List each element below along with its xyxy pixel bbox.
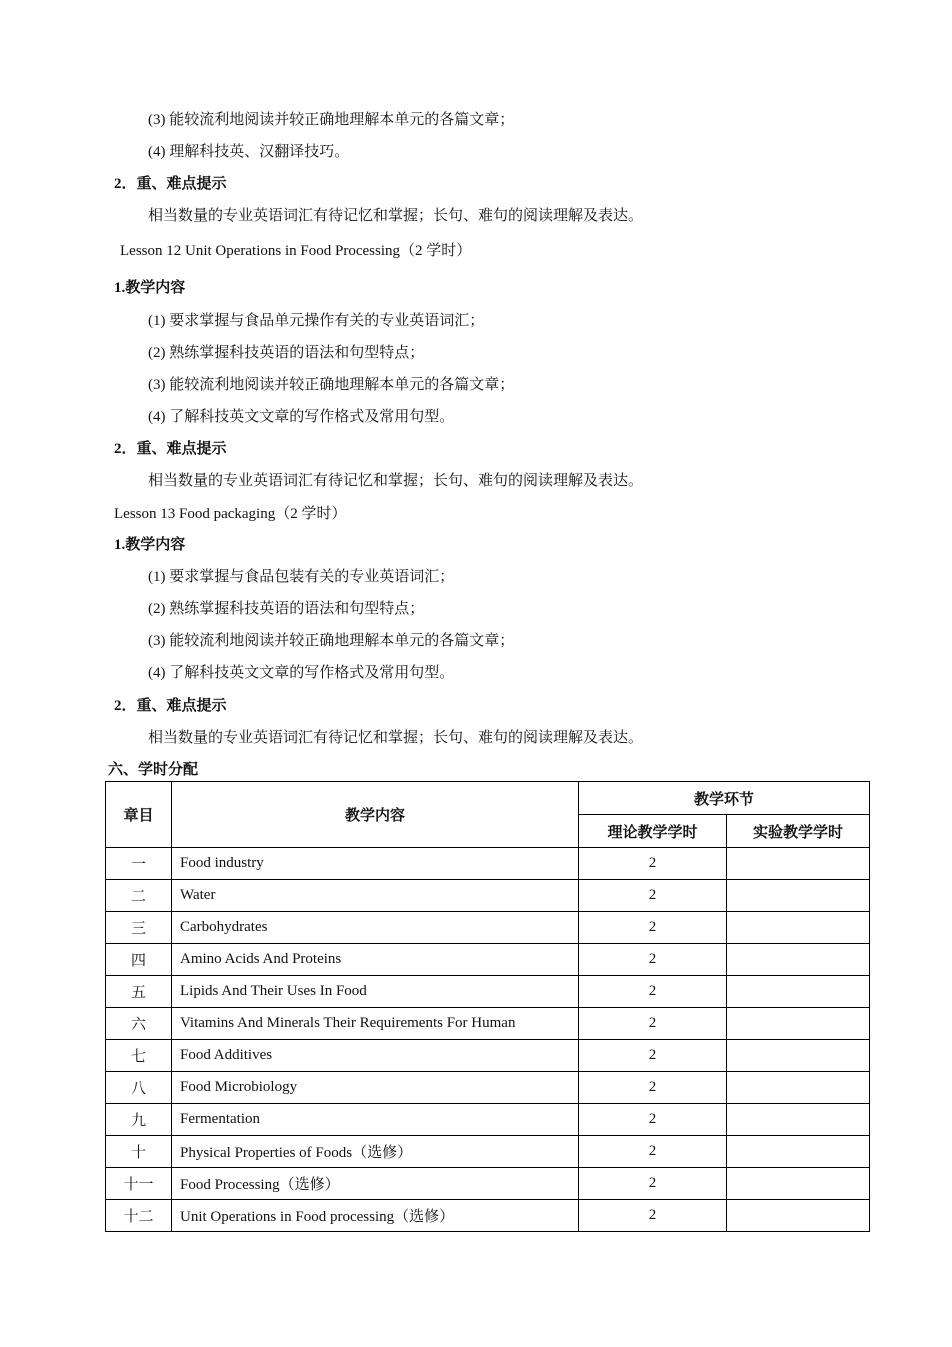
lesson12-title: Lesson 12 Unit Operations in Food Processing（2 学时） [120,243,472,259]
lesson11-key-heading: 2．重、难点提示 [114,176,227,192]
chapter-cell: 八 [106,1072,172,1104]
lesson12-key-heading: 2．重、难点提示 [114,441,227,457]
table-row [106,1008,870,1040]
lesson13-key-heading: 2．重、难点提示 [114,698,227,714]
content-cell: Food Microbiology [172,1072,579,1104]
header-lab-hours: 实验教学学时 [727,815,870,848]
content-cell: Fermentation [172,1104,579,1136]
lab-hours-cell [727,1072,870,1104]
table-row [106,976,870,1008]
lesson12-item-3: (3) 能较流利地阅读并较正确地理解本单元的各篇文章； [148,377,515,393]
chapter-cell: 九 [106,1104,172,1136]
header-theory-hours: 理论教学学时 [579,815,727,848]
theory-hours-cell: 2 [579,1168,727,1200]
theory-hours-cell: 2 [579,1040,727,1072]
lesson12-key-text: 相当数量的专业英语词汇有待记忆和掌握；长句、难句的阅读理解及表达。 [148,473,644,489]
table-row [106,1168,870,1200]
content-cell: Food industry [172,848,579,880]
table-row [106,944,870,976]
theory-hours-cell: 2 [579,976,727,1008]
lab-hours-cell [727,976,870,1008]
lesson13-item-4: (4) 了解科技英文文章的写作格式及常用句型。 [148,665,455,681]
content-cell: Lipids And Their Uses In Food [172,976,579,1008]
lesson13-content-heading: 1.教学内容 [114,537,186,553]
lesson11-key-text: 相当数量的专业英语词汇有待记忆和掌握；长句、难句的阅读理解及表达。 [148,208,644,224]
content-cell: Water [172,880,579,912]
header-chapter: 章目 [106,782,172,848]
lesson13-item-1: (1) 要求掌握与食品包装有关的专业英语词汇； [148,569,455,585]
header-content: 教学内容 [172,782,579,848]
content-cell: Food Processing（选修） [172,1168,579,1200]
content-cell: Vitamins And Minerals Their Requirements For Human [172,1008,579,1040]
chapter-cell: 十一 [106,1168,172,1200]
lab-hours-cell [727,944,870,976]
lesson13-item-3: (3) 能较流利地阅读并较正确地理解本单元的各篇文章； [148,633,515,649]
chapter-cell: 五 [106,976,172,1008]
lesson12-item-2: (2) 熟练掌握科技英语的语法和句型特点； [148,345,425,361]
lab-hours-cell [727,1136,870,1168]
lesson13-key-text: 相当数量的专业英语词汇有待记忆和掌握；长句、难句的阅读理解及表达。 [148,730,644,746]
content-cell: Unit Operations in Food processing（选修） [172,1200,579,1232]
table-row [106,1104,870,1136]
lesson13-title: Lesson 13 Food packaging（2 学时） [114,506,347,522]
lab-hours-cell [727,1168,870,1200]
content-cell: Carbohydrates [172,912,579,944]
lab-hours-cell [727,848,870,880]
chapter-cell: 二 [106,880,172,912]
table-body [106,848,870,1232]
theory-hours-cell: 2 [579,880,727,912]
theory-hours-cell: 2 [579,1008,727,1040]
theory-hours-cell: 2 [579,1136,727,1168]
lab-hours-cell [727,912,870,944]
lab-hours-cell [727,1200,870,1232]
theory-hours-cell: 2 [579,1200,727,1232]
section6-heading: 六、学时分配 [108,762,199,778]
table-row [106,1200,870,1232]
chapter-cell: 十 [106,1136,172,1168]
lab-hours-cell [727,1104,870,1136]
content-cell: Amino Acids And Proteins [172,944,579,976]
theory-hours-cell: 2 [579,944,727,976]
lab-hours-cell [727,1040,870,1072]
lesson12-content-heading: 1.教学内容 [114,280,186,296]
chapter-cell: 一 [106,848,172,880]
lesson13-item-2: (2) 熟练掌握科技英语的语法和句型特点； [148,601,425,617]
table-row [106,1040,870,1072]
table-row [106,1072,870,1104]
lesson12-item-4: (4) 了解科技英文文章的写作格式及常用句型。 [148,409,455,425]
lesson11-item-3: (3) 能较流利地阅读并较正确地理解本单元的各篇文章； [148,112,515,128]
lesson12-item-1: (1) 要求掌握与食品单元操作有关的专业英语词汇； [148,313,485,329]
chapter-cell: 三 [106,912,172,944]
content-cell: Food Additives [172,1040,579,1072]
chapter-cell: 七 [106,1040,172,1072]
table-row [106,1136,870,1168]
theory-hours-cell: 2 [579,1104,727,1136]
theory-hours-cell: 2 [579,848,727,880]
theory-hours-cell: 2 [579,912,727,944]
chapter-cell: 四 [106,944,172,976]
lesson11-item-4: (4) 理解科技英、汉翻译技巧。 [148,144,350,160]
content-cell: Physical Properties of Foods（选修） [172,1136,579,1168]
lab-hours-cell [727,880,870,912]
lab-hours-cell [727,1008,870,1040]
header-teaching-phase: 教学环节 [579,782,870,815]
table-row [106,912,870,944]
table-row [106,880,870,912]
hours-allocation-table [105,781,870,1232]
theory-hours-cell: 2 [579,1072,727,1104]
chapter-cell: 十二 [106,1200,172,1232]
chapter-cell: 六 [106,1008,172,1040]
table-row [106,848,870,880]
